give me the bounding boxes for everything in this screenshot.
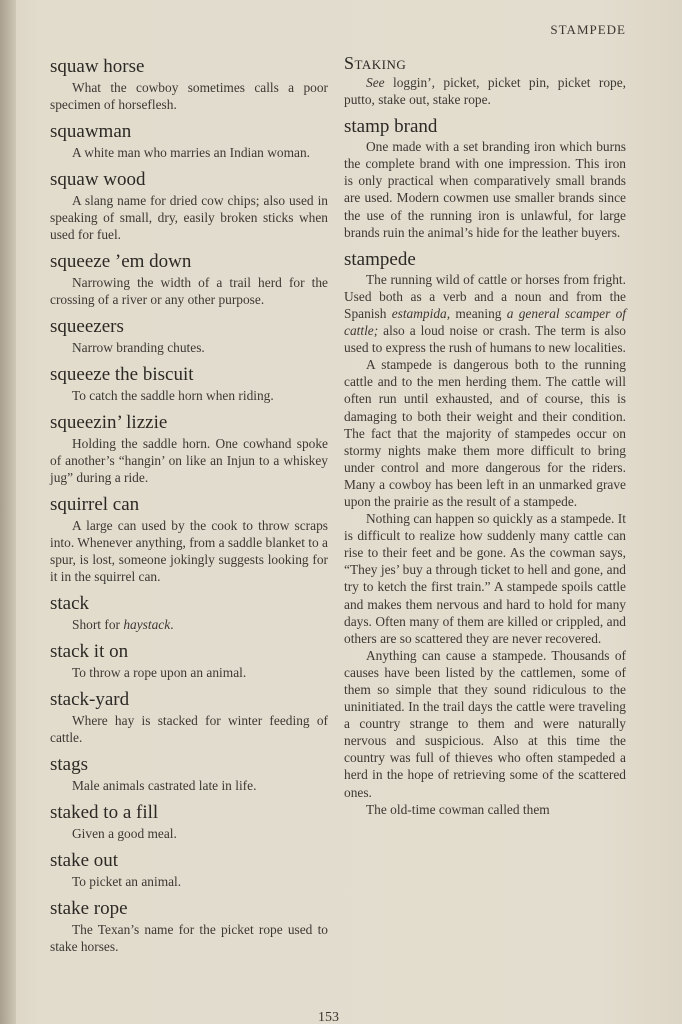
- entry-term: staked to a fill: [50, 802, 159, 823]
- entry-stake-out: [50, 850, 328, 890]
- entry-definition: Holding the saddle horn. One cowhand spoke of another’s “hangin’ on like an Injun to a whiskey jug” during a ride.: [50, 436, 328, 485]
- definition-italic: estampida,: [391, 305, 451, 321]
- entry-stack: [50, 593, 328, 633]
- entry-staked-to-a-fill: [50, 802, 328, 842]
- entry-squeeze-em-down: [50, 251, 328, 308]
- entry-term: stamp brand: [344, 116, 438, 138]
- entry-squaw-horse: [50, 56, 328, 113]
- definition-text: The running wild of cattle or horses from fright. Used both as a verb and a noun and from the Spanish: [344, 271, 626, 321]
- entry-term: stack: [50, 593, 90, 614]
- entry-term: stags: [50, 754, 88, 775]
- entry-term: stake rope: [50, 898, 128, 919]
- entry-term: squeezin’ lizzie: [50, 412, 168, 433]
- entry-definition: Where hay is stacked for winter feeding of cattle.: [50, 713, 328, 745]
- see-label: See: [366, 75, 385, 90]
- definition-text: loggin’, picket, picket pin, picket rope, putto, stake out, stake rope.: [344, 75, 626, 108]
- entry-stamp-brand: [344, 116, 626, 241]
- running-head: STAMPEDE: [550, 22, 626, 37]
- entry-squawman: [50, 121, 328, 161]
- entry-definition: To throw a rope upon an animal.: [72, 665, 247, 680]
- entry-squirrel-can: [50, 494, 328, 585]
- stampede-paragraph-2: A stampede is dangerous both to the running cattle and to the men herding them. The cattle will often run until exhausted, and of course, this is damaging to both their weight and their condition. The fact that the majority of stampedes occur on stormy nights make them more difficult to bring under control and more dangerous for the riders. Many a cowboy has been left in an unmarked grave upon the prairie as the result of a stampede.: [344, 357, 626, 509]
- entry-term: squaw wood: [50, 169, 146, 190]
- entry-term: squeeze the biscuit: [50, 364, 194, 385]
- entry-term: squirrel can: [50, 494, 140, 515]
- entry-term: squawman: [50, 121, 132, 142]
- entry-term: stampede: [344, 248, 416, 270]
- entry-squeeze-the-biscuit: [50, 364, 328, 404]
- entry-definition: To catch the saddle horn when riding.: [72, 388, 274, 403]
- page-number: 153: [318, 1010, 339, 1024]
- entry-term: stack-yard: [50, 689, 130, 710]
- stampede-paragraph-1: [344, 271, 626, 356]
- entry-definition: A large can used by the cook to throw scraps into. Whenever anything, from a saddle blanket to a spur, is lost, someone jokingly suggests looking for it in the squirrel can.: [50, 518, 328, 584]
- entry-definition: A slang name for dried cow chips; also used in speaking of small, dry, easily broken sticks when used for fuel.: [50, 193, 328, 242]
- entry-staking: [344, 52, 626, 108]
- entry-definition: [344, 74, 626, 108]
- definition-text: also a loud noise or crash. The term is also used to express the rush of humans to new localities.: [344, 323, 626, 356]
- entry-definition: One made with a set branding iron which burns the complete brand with one impression. This iron is only practical when comparatively small brands are used. Modern cowmen use smaller brands since the use of the running iron is unlawful, for large brands ruin the animal’s hide for the leather buyers.: [344, 139, 626, 240]
- entry-definition: What the cowboy sometimes calls a poor specimen of horseflesh.: [50, 80, 328, 112]
- entry-stake-rope: [50, 898, 328, 955]
- entry-stack-it-on: [50, 641, 328, 681]
- entry-stampede: [344, 249, 626, 818]
- entry-definition: A white man who marries an Indian woman.: [72, 145, 310, 160]
- stampede-paragraph-3: Nothing can happen so quickly as a stampede. It is difficult to realize how suddenly many cattle can rise to their feet and be gone. As the cowman says, “They jes’ buy a through ticket to hell and gone, and try to ketch the first train.” A stampede spoils cattle and makes them nervous and hard to hold for many days. Often many of them are killed or crippled, and others are so scattered they are never recovered.: [344, 511, 626, 646]
- stampede-paragraph-4: Anything can cause a stampede. Thousands of causes have been listed by the cattlemen, some of them so simple that they sound ridiculous to the uninitiated. In the trail days the cattle were traveling a country strange to them and were naturally nervous and suspicious. Also at this time the country was full of thieves who often stampeded a herd in the hope of retrieving some of the scattered ones.: [344, 647, 626, 800]
- entry-definition: Narrow branding chutes.: [72, 340, 205, 355]
- entry-term: stack it on: [50, 641, 129, 662]
- book-gutter: [0, 0, 16, 1024]
- entry-term: stake out: [50, 850, 119, 871]
- right-column: [344, 52, 626, 826]
- entry-definition: Male animals castrated late in life.: [72, 778, 257, 793]
- definition-text: meaning: [450, 305, 507, 321]
- entry-term: squeezers: [50, 316, 124, 337]
- definition-text: .: [170, 617, 174, 632]
- left-column: [50, 52, 328, 963]
- definition-italic: a general scamper of cattle;: [344, 305, 626, 339]
- entry-definition: To picket an animal.: [72, 874, 182, 889]
- entry-squeezers: [50, 316, 328, 356]
- entry-squeezin-lizzie: [50, 412, 328, 486]
- definition-text: Short for: [72, 617, 124, 632]
- entry-definition: Given a good meal.: [72, 826, 177, 841]
- entry-definition: The Texan’s name for the picket rope used to stake horses.: [50, 922, 328, 954]
- entry-stags: [50, 754, 328, 794]
- entry-term: squeeze ’em down: [50, 251, 192, 272]
- stampede-paragraph-5: The old-time cowman called them: [366, 801, 550, 817]
- entry-stack-yard: [50, 689, 328, 746]
- definition-italic: haystack: [123, 617, 171, 632]
- entry-definition: [50, 616, 328, 633]
- entry-term: Staking: [344, 53, 407, 73]
- entry-definition: Narrowing the width of a trail herd for the crossing of a river or any other purpose.: [50, 275, 328, 307]
- entry-squaw-wood: [50, 169, 328, 243]
- entry-term: squaw horse: [50, 56, 145, 77]
